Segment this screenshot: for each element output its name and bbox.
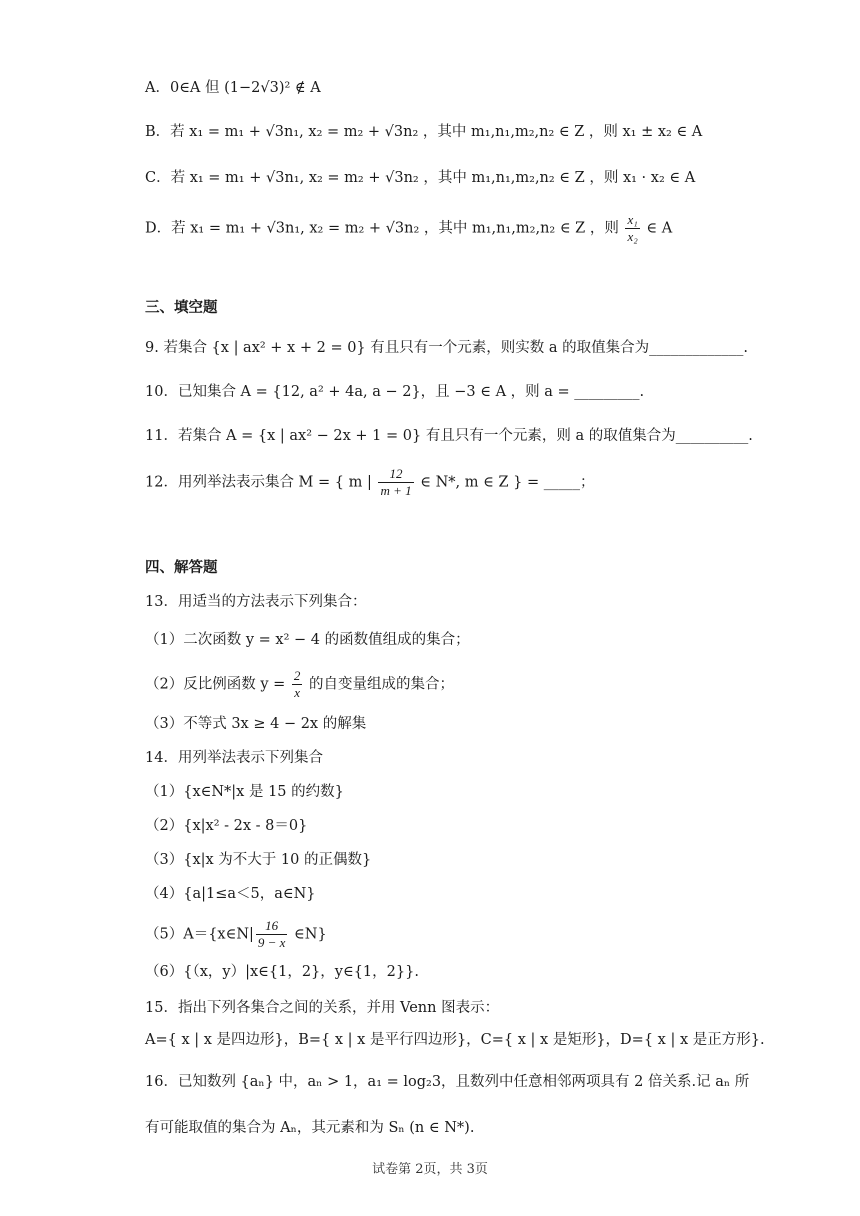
question-12: 12．用列举法表示集合 M = { m | $\frac{12}{m + 1}$ ∈ N*, m ∈ Z } = _____；: [145, 466, 595, 498]
question-16-line-1: 16．已知数列 {aₙ} 中，aₙ > 1，a₁ = log₂3，且数列中任意相邻两项具有 2 倍关系.记 aₙ 所: [145, 1074, 750, 1090]
option-d: D．若 x₁ = m₁ + √3n₁, x₂ = m₂ + √3n₂ ，其中 m₁,n₁,m₂,n₂ ∈ Z ，则 $\frac{\text{x₁}}{\text{x₂}}$ ∈ A: [145, 212, 673, 244]
question-14-stem: 14．用列举法表示下列集合: [145, 750, 323, 766]
question-14-item-3: （3）{x|x 为不大于 10 的正偶数}: [145, 852, 372, 868]
fraction: $\frac{12}{m + 1}$: [380, 466, 412, 498]
question-13-item-1: （1）二次函数 y = x² − 4 的函数值组成的集合；: [145, 632, 470, 648]
section-title-fill-in: 三、填空题: [145, 299, 218, 316]
option-c: C．若 x₁ = m₁ + √3n₁, x₂ = m₂ + √3n₂ ，其中 m₁,n₁,m₂,n₂ ∈ Z ，则 x₁ · x₂ ∈ A: [145, 170, 696, 186]
question-10: 10．已知集合 A = {12, a² + 4a, a − 2}，且 −3 ∈ A ，则 a = _________.: [145, 384, 645, 400]
option-b: B．若 x₁ = m₁ + √3n₁, x₂ = m₂ + √3n₂ ，其中 m₁,n₁,m₂,n₂ ∈ Z ，则 x₁ ± x₂ ∈ A: [145, 124, 703, 140]
question-14-item-2: （2）{x|x² ‐ 2x ‐ 8＝0}: [145, 818, 308, 834]
question-13-item-3: （3）不等式 3x ≥ 4 − 2x 的解集: [145, 716, 367, 732]
question-14-item-5: （5）A＝{x∈N| $\frac{16}{9 - x}$ ∈N}: [145, 918, 327, 950]
section-title-answer: 四、解答题: [145, 559, 218, 576]
question-11: 11．若集合 A = {x | ax² − 2x + 1 = 0} 有且只有一个元素，则 a 的取值集合为__________.: [145, 428, 753, 444]
fraction: $\frac{2}{x}$: [293, 668, 301, 700]
question-9: 9. 若集合 {x | ax² + x + 2 = 0} 有且只有一个元素，则实数 a 的取值集合为_____________.: [145, 340, 748, 356]
option-a: A．0∈A 但 (1−2√3)² ∉ A: [145, 80, 321, 96]
question-15-stem: 15．指出下列各集合之间的关系，并用 Venn 图表示：: [145, 1000, 500, 1016]
question-14-item-1: （1）{x∈N*|x 是 15 的约数}: [145, 784, 344, 800]
question-14-item-6: （6）{（x，y）|x∈{1，2}，y∈{1，2}}.: [145, 964, 419, 980]
question-13-item-2: （2）反比例函数 y = $\frac{2}{x}$ 的自变量组成的集合；: [145, 668, 455, 700]
question-16-line-2: 有可能取值的集合为 Aₙ，其元素和为 Sₙ (n ∈ N*).: [145, 1120, 475, 1136]
question-14-item-4: （4）{a|1≤a＜5，a∈N}: [145, 886, 316, 902]
question-13-stem: 13．用适当的方法表示下列集合：: [145, 594, 367, 610]
question-15-detail: A={ x | x 是四边形}，B={ x | x 是平行四边形}，C={ x | x 是矩形}，D={ x | x 是正方形}.: [145, 1032, 765, 1048]
fraction: $\frac{\text{x₁}}{\text{x₂}}$: [627, 212, 638, 244]
fraction: $\frac{16}{9 - x}$: [257, 918, 286, 950]
page-footer: 试卷第 2页，共 3页: [372, 1162, 488, 1177]
